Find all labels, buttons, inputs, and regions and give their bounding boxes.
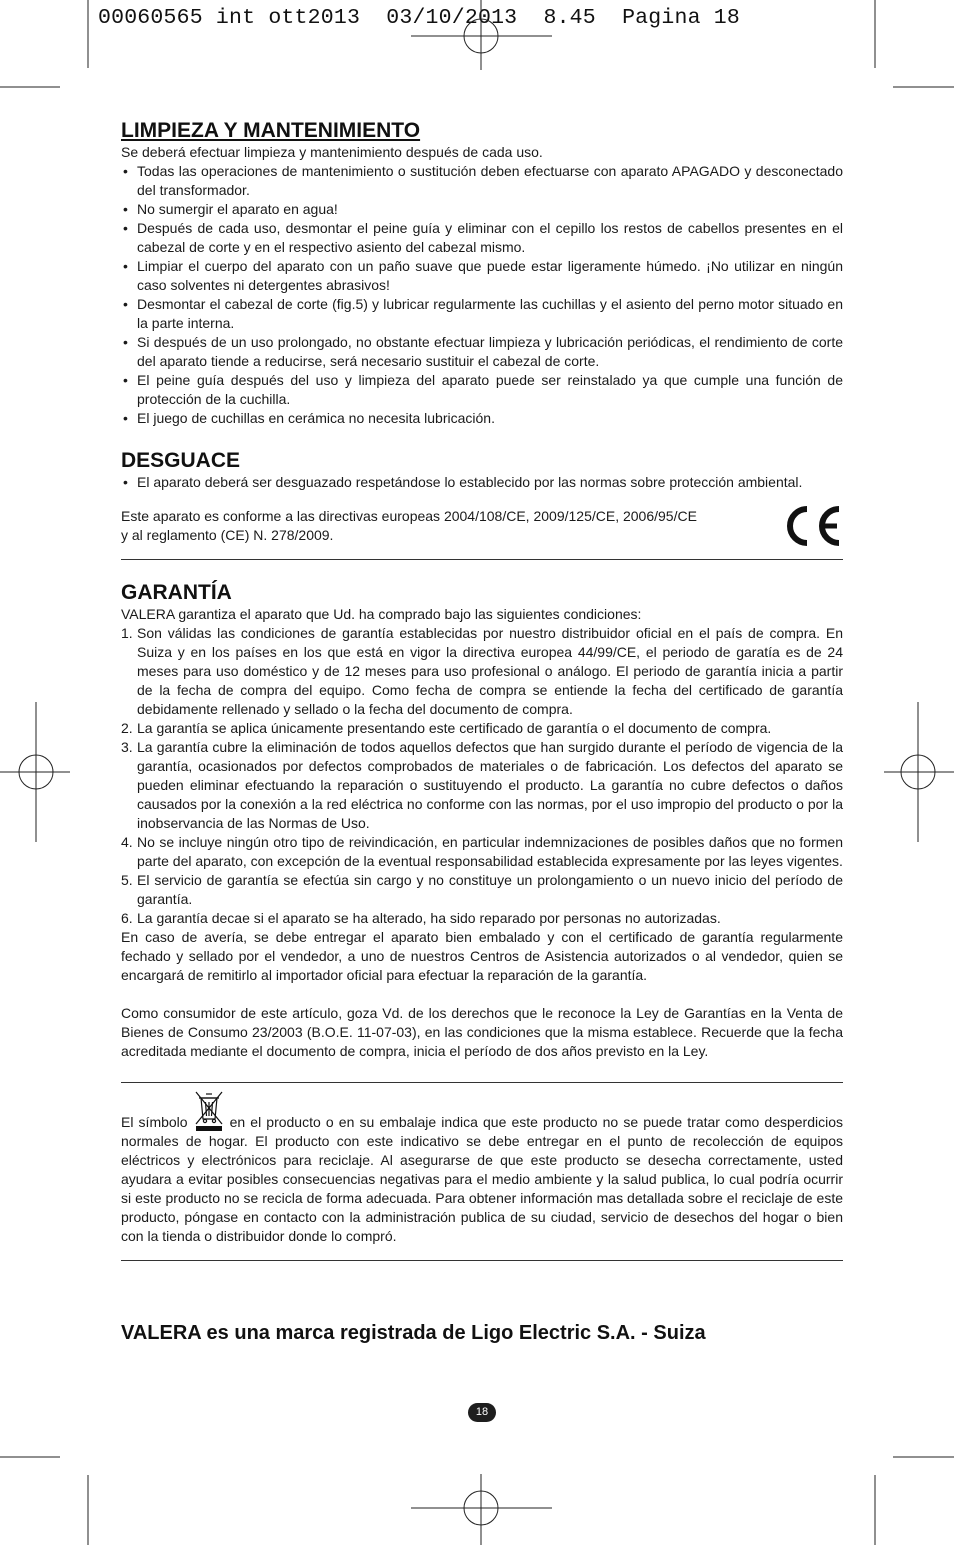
weee-section <box>121 1113 843 1261</box>
conformity-text <box>121 507 697 545</box>
weee-paragraph <box>121 1113 843 1246</box>
list-item: • Después de cada uso, desmontar el peine guía y eliminar con el cepillo los restos de cabellos presentes en el cabezal de corte y en el respectivo asiento del cabezal mismo. <box>121 219 843 257</box>
page-number-badge: 18 <box>468 1403 496 1422</box>
list-item: • Si después de un uso prolongado, no obstante efectuar limpieza y lubricación periódicas, el rendimiento de corte del aparato tiende a reducirse, será necesario sustituir el cabezal de corte. <box>121 333 843 371</box>
list-item <box>121 871 843 909</box>
desguace-section <box>121 448 843 560</box>
averia-paragraph: En caso de avería, se debe entregar el aparato bien embalado y con el certificado de garantía regularmente fechado y sellado por el vendedor, a uno de nuestros Centros de Asistencia autorizados o al vendedor, quien se encargará de remitirlo al importador oficial para efectuar la reparación de la garantía. <box>121 929 843 983</box>
list-item: • Todas las operaciones de mantenimiento o sustitución deben efectuarse con aparato APAGADO y desconectado del transformador. <box>121 162 843 200</box>
list-item <box>121 719 843 738</box>
item-text: La garantía se aplica únicamente presentando este certificado de garantía o el documento de compra. <box>137 720 772 736</box>
item-number: 1. <box>121 625 133 641</box>
page-content <box>121 118 843 1345</box>
list-item <box>121 833 843 871</box>
ce-mark-icon <box>781 504 843 548</box>
garantia-heading: GARANTÍA <box>121 581 232 604</box>
registration-mark-left <box>0 702 70 842</box>
item-number: 5. <box>121 872 133 888</box>
desguace-list <box>121 473 843 492</box>
list-item: • El aparato deberá ser desguazado respetándose lo establecido por las normas sobre protección ambiental. <box>121 473 843 492</box>
list-item: • Limpiar el cuerpo del aparato con un paño suave que puede estar ligeramente húmedo. ¡No utilizar en ningún caso solventes ni detergentes abrasivos! <box>121 257 843 295</box>
list-item: • El juego de cuchillas en cerámica no necesita lubricación. <box>121 409 843 428</box>
item-text: La garantía decae si el aparato se ha alterado, ha sido reparado por personas no autorizadas. <box>137 910 721 926</box>
item-text: No se incluye ningún otro tipo de reivindicación, en particular indemnizaciones de posibles daños que no formen parte del aparato, con excepción de la eventual responsabilidad establecida expresamente por las leyes vigentes. <box>137 834 843 869</box>
item-number: 3. <box>121 739 133 755</box>
crossed-out-wheelie-bin-icon <box>191 1113 227 1132</box>
section-divider <box>121 559 843 560</box>
garantia-list <box>121 624 843 928</box>
list-item <box>121 738 843 833</box>
section-divider <box>121 1260 843 1261</box>
limpieza-section <box>121 118 843 428</box>
brand-statement: VALERA es una marca registrada de Ligo Electric S.A. - Suiza <box>121 1322 706 1344</box>
item-text: Son válidas las condiciones de garantía establecidas por nuestro distribuidor oficial en el país de compra. En Suiza y en los países en los que está en vigor la directiva europea 44/99/CE, el periodo de garatía es de 24 meses para uso doméstico y de 12 meses para uso profesional o análogo. El periodo de garantía inicia a partir de la fecha de compra del equipo. Como fecha de compra se entiende la fecha del certificado de garantía debidamente rellenado y sellado o la fecha del documento de compra. <box>137 625 843 717</box>
desguace-heading: DESGUACE <box>121 449 241 472</box>
list-item: • Desmontar el cabezal de corte (fig.5) y lubricar regularmente las cuchillas y el asiento del perno motor situado en la parte interna. <box>121 295 843 333</box>
limpieza-intro: Se deberá efectuar limpieza y mantenimiento después de cada uso. <box>121 144 543 160</box>
conformity-line: Este aparato es conforme a las directivas europeas 2004/108/CE, 2009/125/CE, 2006/95/CE <box>121 508 697 524</box>
garantia-intro: VALERA garantiza el aparato que Ud. ha comprado bajo las siguientes condiciones: <box>121 606 642 622</box>
section-divider <box>121 1082 843 1083</box>
item-text: El servicio de garantía se efectúa sin cargo y no constituye un prolongamiento o un nuevo inicio del período de garantía. <box>137 872 843 907</box>
list-item: • No sumergir el aparato en agua! <box>121 200 843 219</box>
conformity-row <box>121 504 843 548</box>
weee-lead: El símbolo <box>121 1114 188 1130</box>
list-item <box>121 624 843 719</box>
registration-mark-right <box>884 702 954 842</box>
print-slug: 00060565 int ott2013 03/10/2013 8.45 Pagina 18 <box>98 6 741 30</box>
garantia-section <box>121 580 843 1083</box>
item-text: La garantía cubre la eliminación de todos aquellos defectos que han surgido durante el período de vigencia de la garantía, ocasionados por defectos comprobados de materiales o de fabricación. Los defectos del aparato se pueden eliminar efectuando la reparación o sustituyendo el producto. La garantía no cubre defectos o daños causados por la conexión a la red eléctrica no conforme con las normas, por el uso impropio del producto o por la inobservancia de las Normas de Uso. <box>137 739 843 831</box>
item-number: 2. <box>121 720 133 736</box>
limpieza-list <box>121 162 843 428</box>
registration-mark-bottom <box>411 1474 552 1545</box>
item-number: 4. <box>121 834 133 850</box>
conformity-line: y al reglamento (CE) N. 278/2009. <box>121 527 334 543</box>
list-item: • El peine guía después del uso y limpieza del aparato puede ser reinstalado ya que cumple una función de protección de la cuchilla. <box>121 371 843 409</box>
list-item <box>121 909 843 928</box>
limpieza-heading: LIMPIEZA Y MANTENIMIENTO <box>121 119 421 142</box>
item-number: 6. <box>121 910 133 926</box>
consumidor-paragraph: Como consumidor de este artículo, goza Vd. de los derechos que le reconoce la Ley de Garantías en la Venta de Bienes de Consumo 23/2003 (B.O.E. 11-07-03), en las condiciones que la misma establece. Recuerde que la fecha acreditada mediante el documento de compra, inicia el período de dos años previsto en la Ley. <box>121 1005 843 1059</box>
weee-text: en el producto o en su embalaje indica que este producto no se puede tratar como desperdicios normales de hogar. El producto con este indicativo se debe entregar en el punto de recolección de equipos eléctricos y electrónicos para reciclaje. Al asegurarse de que este producto se desecha correctamente, usted ayudara a evitar posibles consecuencias negativas para el medio ambiente y la salud publica, lo cual podría ocurrir si este producto no se recicla de forma adecuada. Para obtener información mas detallada sobre el reciclaje de este producto, póngase en contacto con la administración publica de su ciudad, servicio de desechos del hogar o bien con la tienda o distribuidor donde lo compró. <box>121 1114 844 1244</box>
